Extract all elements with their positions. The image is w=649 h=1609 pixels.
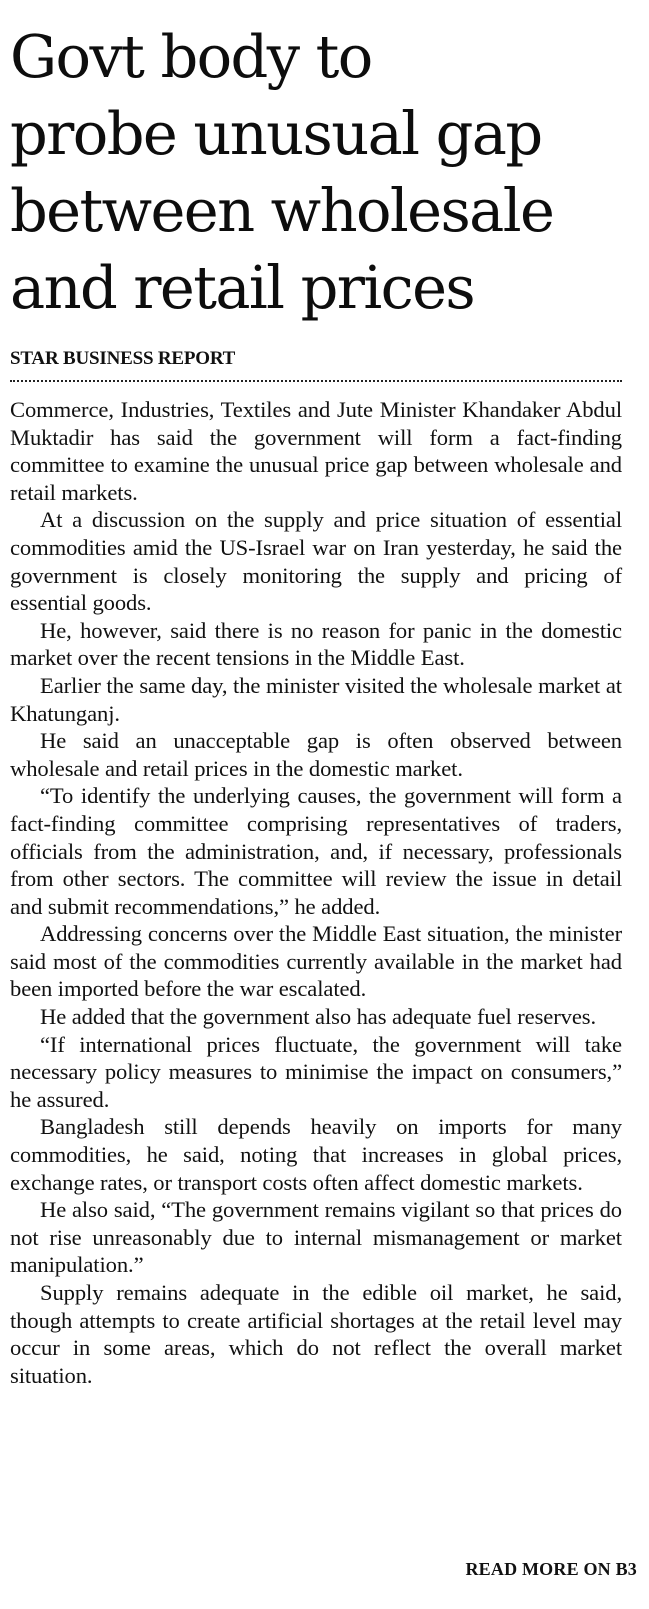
paragraph: He also said, “The government remains vigilant so that prices do not rise unreasonably due to internal mismanagement or market manipulation.” [10, 1197, 622, 1278]
headline-line: and retail prices [10, 253, 475, 322]
headline-line: probe unusual gap [10, 99, 542, 168]
headline-line: Govt body to [10, 22, 372, 91]
paragraph: At a discussion on the supply and price situation of essential commodities amid the US-Israel war on Iran yesterday, he said the government is closely monitoring the supply and pricing of essential goods. [10, 507, 622, 616]
paragraph: Commerce, Industries, Textiles and Jute Minister Khandaker Abdul Muktadir has said the government will form a fact-finding committee to examine the unusual price gap between wholesale and retail markets. [10, 397, 622, 505]
paragraph: He said an unacceptable gap is often observed between wholesale and retail prices in the domestic market. [10, 728, 622, 781]
paragraph: He added that the government also has adequate fuel reserves. [40, 1004, 597, 1030]
read-more-link[interactable]: READ MORE ON B3 [465, 1559, 637, 1579]
article-body [10, 396, 622, 1389]
paragraph: Earlier the same day, the minister visited the wholesale market at Khatunganj. [10, 672, 622, 726]
paragraph: “To identify the underlying causes, the government will form a fact-finding committee comprising representatives of traders, officials from the administration, and, if necessary, professionals from other sectors. The committee will review the issue in detail and submit recommendations,” he added. [10, 783, 622, 919]
paragraph: Bangladesh still depends heavily on imports for many commodities, he said, noting that increases in global prices, exchange rates, or transport costs often affect domestic markets. [10, 1114, 622, 1195]
headline [10, 18, 622, 326]
byline: STAR BUSINESS REPORT [10, 348, 236, 369]
article [10, 18, 622, 1389]
headline-line: between wholesale [10, 176, 554, 245]
dotted-divider [10, 380, 622, 382]
paragraph: Supply remains adequate in the edible oil market, he said, though attempts to create artificial shortages at the retail level may occur in some areas, which do not reflect the overall market situation. [10, 1280, 622, 1388]
paragraph: Addressing concerns over the Middle East situation, the minister said most of the commodities currently available in the market had been imported before the war escalated. [10, 921, 622, 1002]
paragraph: “If international prices fluctuate, the government will take necessary policy measures to minimise the impact on consumers,” he assured. [10, 1031, 622, 1112]
paragraph: He, however, said there is no reason for panic in the domestic market over the recent tensions in the Middle East. [10, 617, 622, 671]
